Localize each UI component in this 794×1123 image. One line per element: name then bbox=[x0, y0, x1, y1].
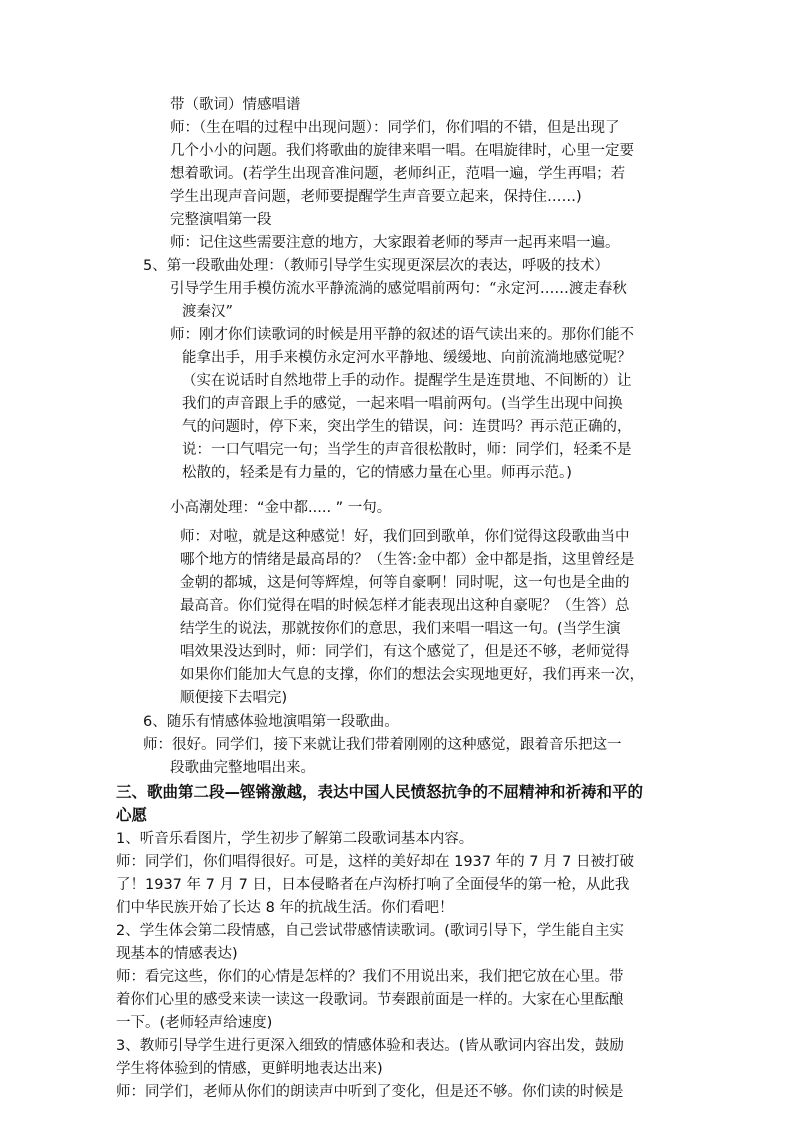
line-teacher-right: 师：对啦，就是这种感觉！好，我们回到歌单，你们觉得这段歌曲当中 bbox=[180, 529, 630, 545]
step-2-heading-cont: 现基本的情感表达) bbox=[116, 946, 238, 962]
line-breath-problem: 气的问题时，停下来，突出学生的错误，问：连贯吗？再示范正确的， bbox=[182, 419, 632, 435]
line-teacher-read: 师：刚才你们读歌词的时候是用平静的叙述的语气读出来的。那你们能不 bbox=[170, 327, 634, 343]
line-hand-imitate: 能拿出手，用手来模仿永定河水平静地、缓缓地、向前流淌地感觉呢？ bbox=[182, 350, 632, 366]
line-soft-powerful: 松散的，轻柔是有力量的，它的情感力量在心里。师再示范。) bbox=[182, 465, 572, 481]
line-sing-complete: 段歌曲完整地唱出来。 bbox=[170, 760, 315, 776]
line-feelings: 师：看完这些，你们的心情是怎样的？我们不用说出来，我们把它放在心里。带 bbox=[116, 969, 624, 985]
line-tempo: 一下。(老师轻声给速度) bbox=[116, 1015, 273, 1031]
line-guide-hand bbox=[170, 278, 627, 301]
line-continue: 顺便接下去唱完) bbox=[180, 690, 288, 706]
line-lyrics-note: 想着歌词。(若学生出现音准问题，老师纠正，范唱一遍，学生再唱；若 bbox=[170, 166, 626, 182]
line-sing-first-two: 我们的声音跟上手的感觉，一起来唱一唱前两句。(当学生出现中间换 bbox=[182, 396, 623, 412]
line-heard-change: 师：同学们，老师从你们的朗读声中听到了变化，但是还不够。你们读的时候是 bbox=[116, 1084, 624, 1100]
line-not-enough: 唱效果没达到时，师：同学们，有这个感觉了，但是还不够，老师觉得 bbox=[180, 644, 630, 660]
line-1937: 师：同学们，你们唱得很好。可是，这样的美好却在 1937 年的 7 月 7 日被打破 bbox=[116, 854, 635, 870]
item-6-heading: 6、随乐有情感体验地演唱第一段歌曲。 bbox=[143, 714, 399, 730]
lyric-quote-end: 渡秦汉” bbox=[182, 304, 233, 320]
line-hand-action: （实在说话时自然地带上手的动作。提醒学生是连贯地、不间断的）让 bbox=[182, 373, 632, 389]
line-jin-capital: 金朝的都城，这是何等辉煌，何等自豪啊！同时呢，这一句也是全曲的 bbox=[180, 575, 630, 591]
line-voice-note: 学生出现声音问题，老师要提醒学生声音要立起来，保持住……) bbox=[170, 189, 582, 205]
section-3-heading-cont: 心愿 bbox=[116, 806, 148, 824]
line-lugou-bridge: 了！1937 年 7 月 7 日，日本侵略者在卢沟桥打响了全面侵华的第一枪，从此我 bbox=[116, 877, 630, 893]
step-1-heading: 1、听音乐看图片，学生初步了解第二段歌词基本内容。 bbox=[116, 831, 474, 847]
line-melody: 几个小小的问题。我们将歌曲的旋律来唱一唱。在唱旋律时，心里一定要 bbox=[170, 143, 634, 159]
line-breath-support: 如果你们能加大气息的支撑，你们的想法会实现地更好，我们再来一次， bbox=[180, 667, 644, 683]
line-teacher-good: 师：很好。同学们，接下来就让我们带着刚刚的这种感觉，跟着音乐把这一 bbox=[143, 737, 622, 753]
guide-text: 引导学生用手模仿流水平静流淌的感觉唱前两句： bbox=[170, 281, 489, 297]
lyric-quote: “永定河……渡走春秋 bbox=[489, 281, 627, 297]
line-full-performance: 完整演唱第一段 bbox=[170, 212, 272, 228]
line-eight-years: 们中华民族开始了长达 8 年的抗战生活。你们看吧！ bbox=[116, 900, 454, 916]
line-highest-emotion: 哪个地方的情绪是最高昂的？（生答:金中都）金中都是指，这里曾经是 bbox=[180, 552, 635, 568]
line-sing-score-with-emotion: 带（歌词）情感唱谱 bbox=[170, 97, 301, 113]
step-3-heading-cont: 学生将体验到的情感，更鲜明地表达出来) bbox=[116, 1061, 383, 1077]
line-summarize: 结学生的说法，那就按你们的意思，我们来唱一唱这一句。(当学生演 bbox=[180, 621, 621, 637]
line-climax-processing: 小高潮处理：“金中都..... ” 一句。 bbox=[170, 500, 392, 516]
section-3-heading: 三、歌曲第二段—铿锵激越，表达中国人民愤怒抗争的不屈精神和祈祷和平的 bbox=[116, 783, 644, 801]
step-3-heading: 3、教师引导学生进行更深入细致的情感体验和表达。(皆从歌词内容出发，鼓励 bbox=[116, 1038, 624, 1054]
line-one-breath: 说：一口气唱完一句；当学生的声音很松散时，师：同学们，轻柔不是 bbox=[182, 442, 632, 458]
line-read-lyrics: 着你们心里的感受来读一读这一段歌词。节奏跟前面是一样的。大家在心里酝酿 bbox=[116, 992, 624, 1008]
step-2-heading: 2、学生体会第二段情感，自己尝试带感情读歌词。(歌词引导下，学生能自主实 bbox=[116, 923, 624, 939]
line-teacher-problem: 师：（生在唱的过程中出现问题）：同学们，你们唱的不错，但是出现了 bbox=[170, 120, 620, 136]
item-5-heading: 5、第一段歌曲处理：（教师引导学生实现更深层次的表达，呼吸的技术） bbox=[143, 258, 609, 274]
line-teacher-remember: 师：记住这些需要注意的地方，大家跟着老师的琴声一起再来唱一遍。 bbox=[170, 235, 620, 251]
line-highest-note: 最高音。你们觉得在唱的时候怎样才能表现出这种自豪呢？（生答）总 bbox=[180, 598, 630, 614]
